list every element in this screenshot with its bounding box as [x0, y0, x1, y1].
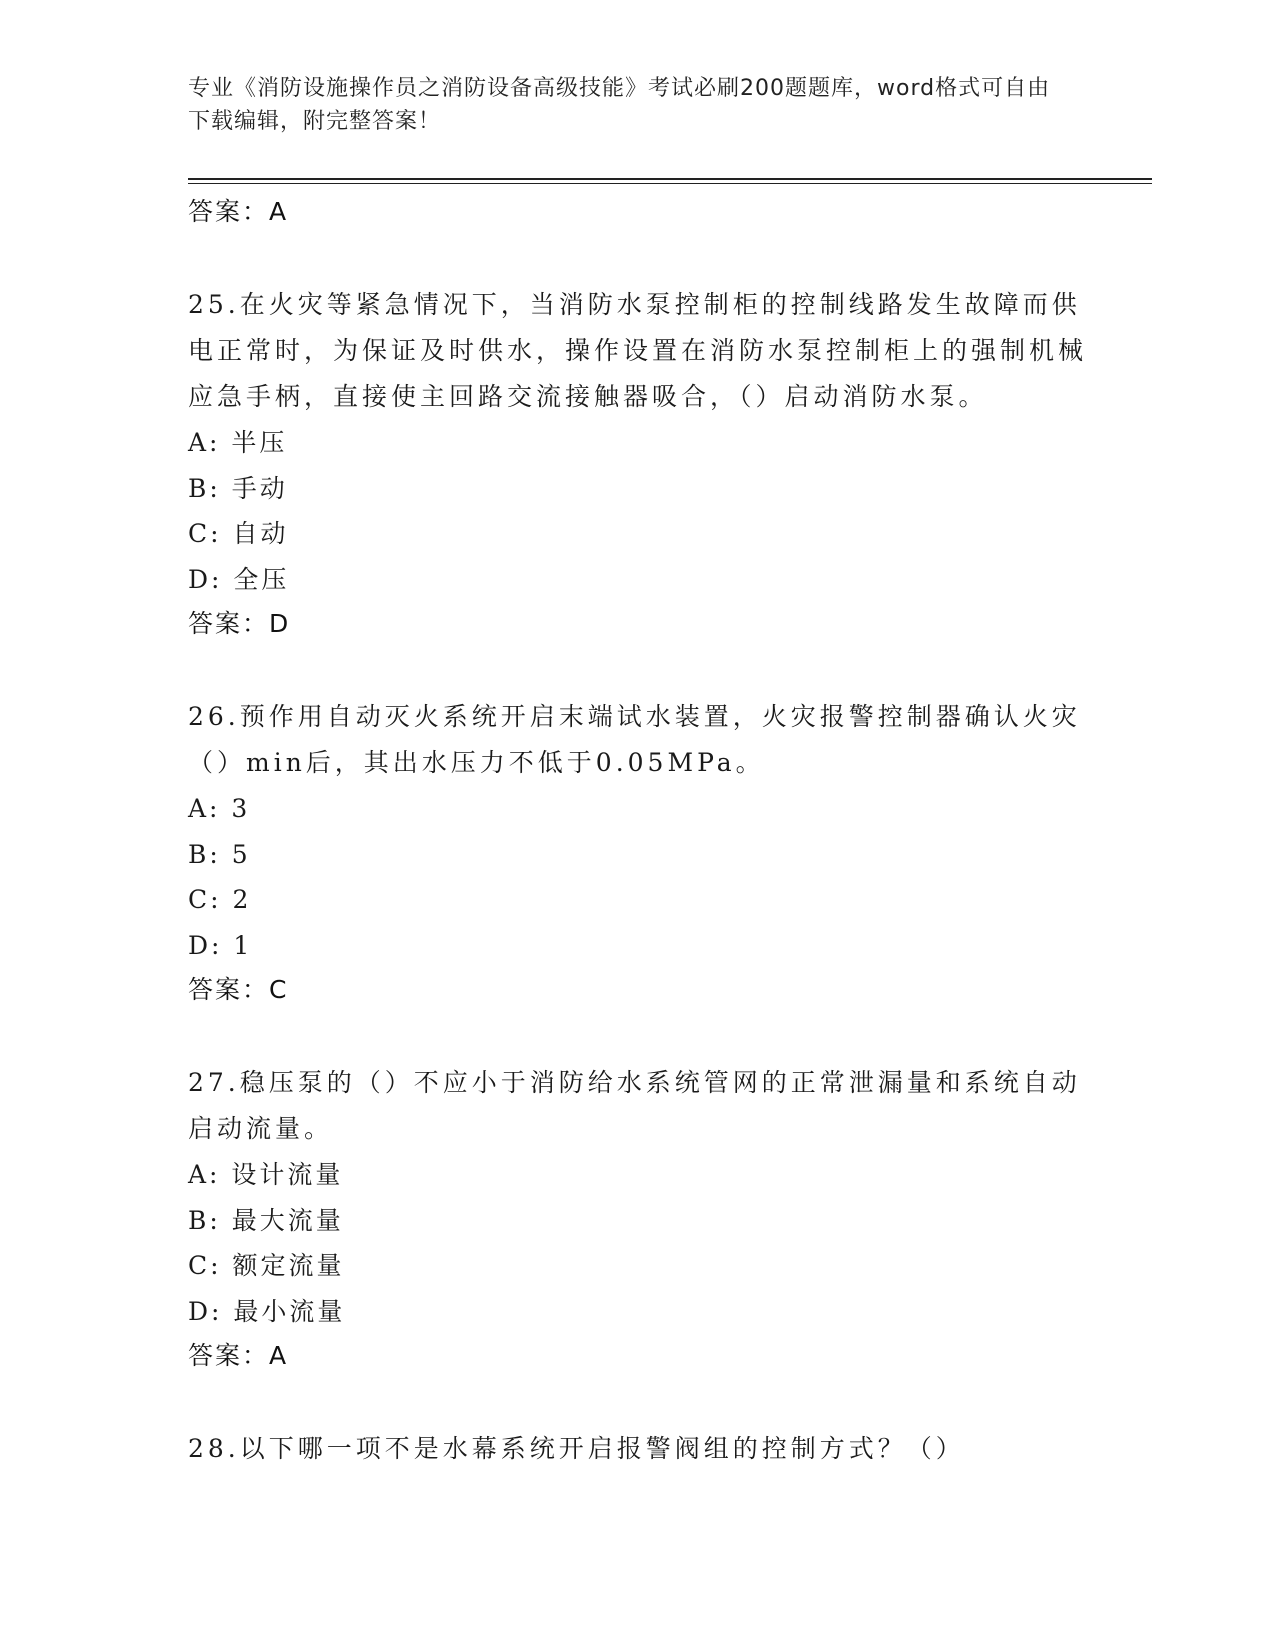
question-stem: 25.在火灾等紧急情况下，当消防水泵控制柜的控制线路发生故障而供电正常时，为保证及时供水，操作设置在消防水泵控制柜上的强制机械应急手柄，直接使主回路交流接触器吸合，（）启动消防水泵。	[188, 290, 1088, 411]
question-block	[188, 1426, 1088, 1472]
option-c: C: 额定流量	[188, 1251, 345, 1280]
spacer	[188, 646, 1088, 694]
spacer	[188, 1378, 1088, 1426]
option-d: D: 1	[188, 930, 253, 960]
question-block	[188, 282, 1088, 646]
option-c: C: 自动	[188, 519, 289, 548]
option-a: A: 设计流量	[188, 1160, 344, 1189]
option-b: B: 最大流量	[188, 1205, 344, 1235]
question-stem: 26.预作用自动灭火系统开启末端试水装置，火灾报警控制器确认火灾（）min后，其出水压力不低于0.05MPa。	[188, 702, 1081, 777]
option-d: D: 全压	[188, 564, 290, 594]
question-stem: 28.以下哪一项不是水幕系统开启报警阀组的控制方式？（）	[188, 1434, 965, 1463]
answer-line: 答案：A	[188, 1341, 289, 1370]
answer-line: 答案：A	[188, 197, 289, 226]
option-b: B: 手动	[188, 473, 288, 503]
option-c: C: 2	[188, 885, 252, 914]
option-d: D: 最小流量	[188, 1296, 346, 1326]
document-header	[188, 72, 1068, 138]
question-block	[188, 694, 1088, 1012]
option-a: A: 半压	[188, 428, 288, 457]
option-b: B: 5	[188, 839, 251, 869]
header-divider-thin	[188, 183, 1152, 184]
answer-line: 答案：D	[188, 609, 291, 638]
spacer	[188, 1012, 1088, 1060]
spacer	[188, 234, 1088, 282]
question-stem: 27.稳压泵的（）不应小于消防给水系统管网的正常泄漏量和系统自动启动流量。	[188, 1068, 1081, 1143]
question-list	[188, 190, 1088, 1472]
question-block	[188, 1060, 1088, 1378]
header-divider-thick	[188, 178, 1152, 180]
answer-line: 答案：C	[188, 975, 289, 1004]
header-text: 专业《消防设施操作员之消防设备高级技能》考试必刷200题题库，word格式可自由下载编辑，附完整答案！	[188, 76, 1051, 134]
option-a: A: 3	[188, 794, 251, 823]
